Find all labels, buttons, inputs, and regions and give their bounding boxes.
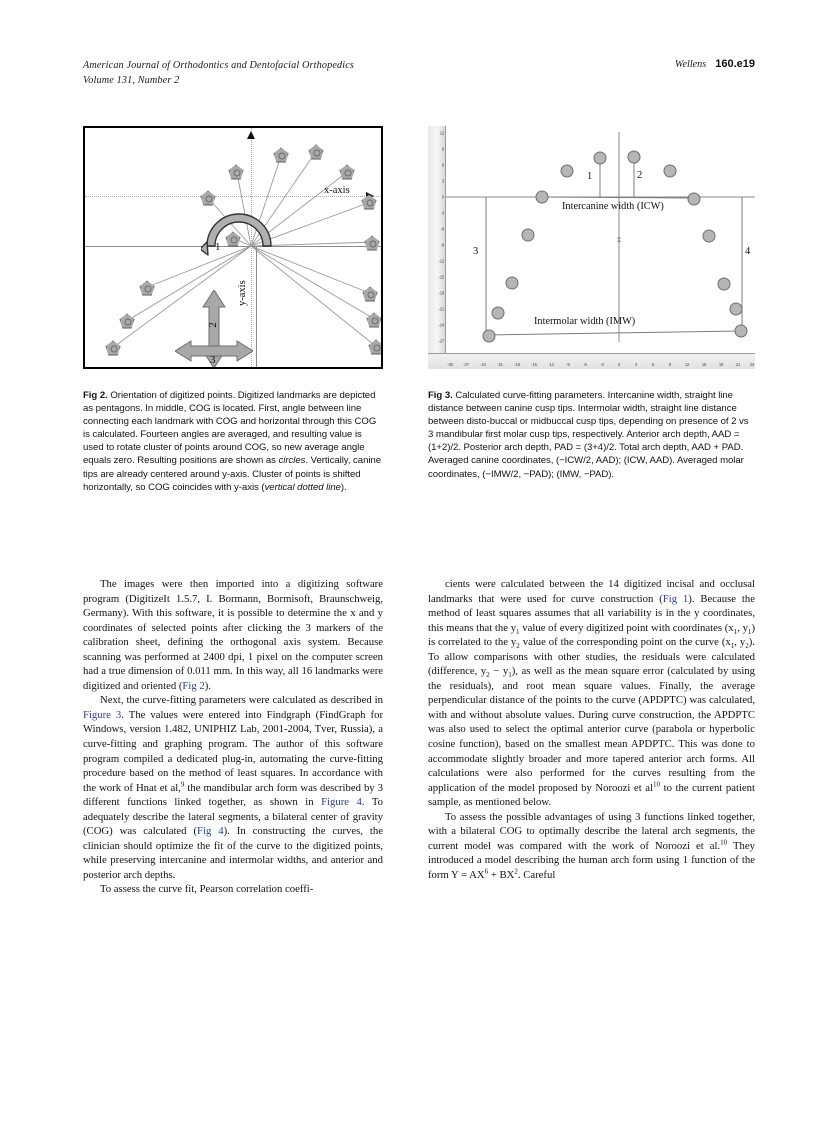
body-text: To assess the possible advantages of using 3 functions linked together, with a bilateral COG to optimally describe the lateral arch segments, the current model was compared with the work of Noroozi et al. [428,810,755,852]
figure-reference-link[interactable]: Figure 4 [321,796,362,809]
body-text: The images were then imported into a digitizing software program (DigitizeIt 1.5.7, I. Bormann, Bormisoft, Braunschweig, Germany). With this software, it is possible to determine the x and y coordinates of selected points after clicking the 3 markers of the calibration sheet, defining the orthogonal axis system. Because scanning was performed at 2400 dpi, 1 pixel on the computer screen had a true dimension of 0.011 mm. In this way, all 16 landmarks were digitized and oriented ( [83,578,383,692]
journal-title [83,58,354,88]
y-axis-arrow-icon [247,131,255,139]
x-axis-dotted-line [85,196,381,197]
subscript: 2 [516,642,520,651]
figure-3-plot-area [428,126,755,369]
body-text: , y [734,636,746,649]
running-head [83,58,755,92]
body-text: ). [204,679,211,692]
intercanine-width-label: Intercanine width (ICW) [562,201,664,212]
annotation-3: 3 [473,246,479,257]
figure-2-caption-text: Orientation of digitized points. Digitized landmarks are depicted as pentagons. In middle, COG is located. First, angle between line connecting each landmark with COG and horizontal through this COG is calculated. Fourteen angles are averaged, and resulting value is used to rotate cluster of points around COG, so new average angle equals zero. Resulting positions are shown as [83,390,377,467]
landmark-dot [703,230,716,243]
figure-2-caption-text-2: . Vertically, canine tips are already centered around y-axis. Cluster of points is shifted horizontally, so COG coincides with y-axis ( [83,455,382,493]
figure-3-caption-text: Calculated curve-fitting parameters. Intercanine width, straight line distance between canine cusp tips. Intermolar width, straight line distance between disto-buccal or midbuccal cusp tips, depending on presence of 2 vs 3 mandibular first molar cusp tips, respectively. Anterior arch depth, AAD = (1+2)/2. Posterior arch depth, PAD = (3+4)/2. Total arch depth, AAD + PAD. Averaged canine coordinates, (−ICW/2, AAD); (ICW, AAD). Averaged molar coordinates, (−IMW/2, −PAD); (IMW, −PAD). [428,390,749,480]
annotation-2: 2 [206,322,219,328]
body-paragraph [428,810,755,883]
subscript: 1 [730,642,735,651]
figure-3-caption [428,389,755,481]
figure-reference-link[interactable]: Figure 3 [83,708,122,721]
landmark-dot [664,165,677,178]
figure-2-caption [83,389,383,494]
figure-2-caption-text-3: ). [340,481,347,493]
figure-3-image [428,126,755,369]
journal-volume: Volume 131, Number 2 [83,75,180,86]
figure-3-label: Fig 3. [428,390,453,401]
body-text: ). Because the method of least squares assumes that all variability is in the y coordinates, this means that the y [428,592,755,634]
body-text: ), as well as the mean square error (calculated by using the residuals), and root mean square values. Finally, the average perpendicular distance of the points to the curve (APDPTC) was calculated, with and without absolute values. During curve construction, the APDPTC was also used to select the optimal anterior curve (parabola or hyperbolic cosine function), based on the smallest mean APDPTC. This was done to accommodate slightly broader and more tapered anterior arch forms. All calculations were also performed for the curves resulting from the application of the model proposed by Noroozi et al [428,665,755,794]
x-axis-label: x-axis [324,185,350,196]
footnote-reference[interactable]: 2 [514,867,518,876]
y-axis-ruler: 12 9 6 3 0 -3 -6 -9 -12 -15 -18 -21 -24 -27 [428,126,446,354]
body-text: , y [737,621,748,634]
subscript: 1 [733,627,738,636]
intermolar-width-label: Intermolar width (IMW) [534,316,636,327]
landmark-dot [628,151,641,164]
landmark-dot [594,152,607,165]
annotation-3: 3 [210,354,216,366]
figure-3 [428,126,755,369]
subscript: 1 [516,627,520,636]
figure-2-caption-italic-1: circles [278,455,306,467]
subscript: 2 [486,671,490,680]
annotation-1: 1 [215,241,221,253]
body-text: value of the corresponding point on the curve (x [519,636,731,649]
annotation-2: 2 [637,170,643,181]
running-head-right [675,58,755,70]
subscript: 2 [745,642,749,651]
body-text: . To adequately describe the lateral segments, a bilateral center of gravity (COG) was calculated ( [83,796,383,838]
body-text: to the current patient sample, as mentioned below. [428,781,755,809]
journal-name: American Journal of Orthodontics and Dentofacial Orthopedics [83,60,355,71]
y-axis-label: y-axis [237,280,248,306]
body-text: Next, the curve-fitting parameters were calculated as described in [100,694,383,707]
annotation-1: 1 [587,171,593,182]
body-paragraph [83,577,383,693]
footnote-reference[interactable]: 6 [484,867,489,876]
landmark-dot [561,165,574,178]
landmark-dot [730,303,743,316]
subscript: 1 [747,627,752,636]
landmark-dot [536,191,549,204]
footnote-reference[interactable]: 10 [720,838,728,847]
body-column-right [428,577,755,882]
body-text: . Careful [517,868,556,881]
landmark-dot [735,325,748,338]
landmark-dot [483,330,496,343]
body-column-left [83,577,383,897]
landmark-dot [506,277,519,290]
body-text: To assess the curve fit, Pearson correlation coeffi- [100,883,314,896]
annotation-4: 4 [745,246,751,257]
body-text: value of every digitized point with coordinates (x [519,621,734,634]
body-paragraph [83,882,383,897]
landmark-dot [522,229,535,242]
body-text: the mandibular arch form was described by 3 different functions linked together, as shown in [83,781,383,809]
figure-2 [83,126,383,369]
body-text: ). To allow comparisons with other studies, the residuals were calculated (difference, y [428,636,756,678]
figure-2-label: Fig 2. [83,390,108,401]
body-paragraph [83,693,383,882]
figure-2-caption-italic-2: vertical dotted line [264,481,341,493]
figure-2-image [83,126,383,369]
body-text: cients were calculated between the 14 digitized incisal and occlusal landmarks that were used for curve construction ( [428,578,755,605]
subscript: 1 [508,671,512,680]
figure-reference-link[interactable]: Fig 1 [662,592,689,605]
body-text: ) is correlated to the y [428,621,756,649]
page-number: 160.e19 [715,58,755,70]
author-name: Wellens [674,59,707,70]
landmark-dot [688,193,701,206]
body-text: ). In constructing the curves, the clinician should optimize the fit of the curve to the digitized points, while preserving intercanine and intermolar widths, and anterior and posterior arch depths. [83,825,383,881]
figure-reference-link[interactable]: Fig 4 [197,825,224,838]
footnote-reference[interactable]: 9 [180,780,185,789]
center-marker: x [616,234,622,244]
figure-reference-link[interactable]: Fig 2 [182,679,205,692]
body-text: . The values were entered into Findgraph (FindGraph for Windows, version 1.482, UNIPHIZ Lab, 2001-2004, Tver, Russia), a curve-fitting and graphing program. The author of this software program compiled a dedicated plug-in, automating the curve-fitting procedure based on the method of least squares. In accordance with the work of Hnat et al, [83,708,384,794]
body-text: − y [489,665,509,678]
landmark-dot [718,278,731,291]
x-axis-ruler: -30 -27 -24 -21 -18 -15 -12 -9 -6 -3 0 3 6 9 12 15 18 21 24 [428,353,755,369]
body-text: They introduced a model describing the human arch form using 1 function of the form Y = AX [428,839,755,881]
footnote-reference[interactable]: 10 [652,780,661,789]
landmark-dot [492,307,505,320]
body-paragraph [428,577,755,810]
body-text: + BX [488,868,515,881]
